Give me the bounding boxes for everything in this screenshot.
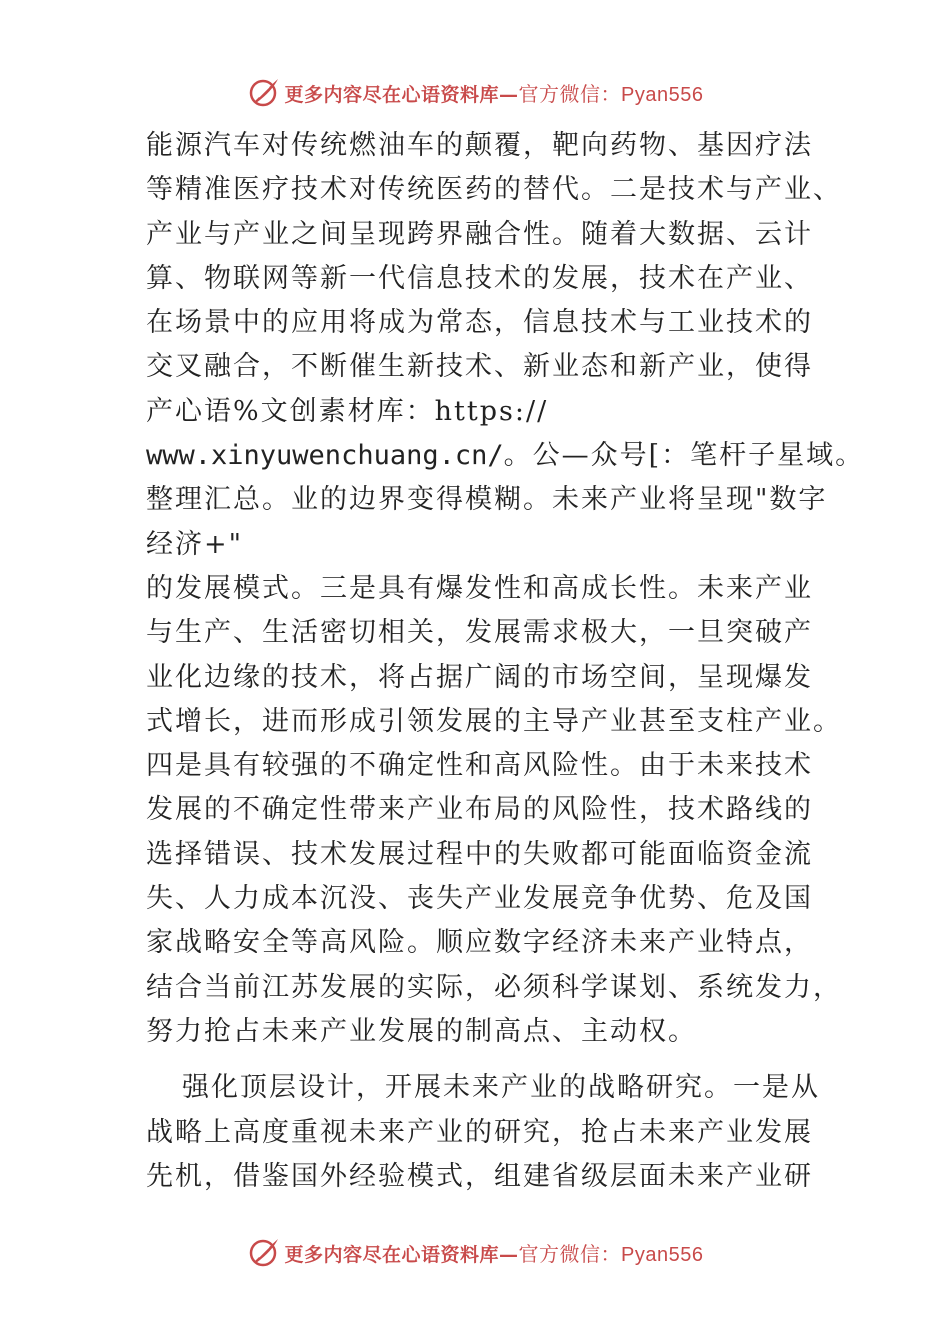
banner-separator: — [499, 83, 519, 106]
quill-logo-icon [247, 1235, 281, 1269]
banner-wechat-text: 官方微信：Pyan556 [518, 1243, 704, 1266]
text-line: 发展的不确定性带来产业布局的风险性，技术路线的 [146, 794, 813, 826]
url-text: www.xinyuwenchuang.cn/ [146, 440, 504, 472]
text-line: 选择错误、技术发展过程中的失败都可能面临资金流 [146, 838, 813, 870]
text-line: 整理汇总。业的边界变得模糊。未来产业将呈现"数字 [146, 484, 828, 516]
paragraph-spacer [146, 1054, 826, 1066]
paragraph [146, 1066, 826, 1199]
banner-text [285, 1238, 704, 1267]
text-line: 家战略安全等高风险。顺应数字经济未来产业特点， [146, 927, 813, 959]
text-line: 产业与产业之间呈现跨界融合性。随着大数据、云计 [146, 218, 813, 250]
document-body [146, 124, 865, 1199]
header-banner [0, 72, 950, 112]
paragraph [146, 124, 865, 1054]
text-line: 结合当前江苏发展的实际，必须科学谋划、系统发力， [146, 971, 842, 1003]
text-line: 强化顶层设计，开展未来产业的战略研究。一是从 [182, 1072, 820, 1104]
text-line: 式增长，进而形成引领发展的主导产业甚至支柱产业。 [146, 705, 842, 737]
text-line: 产心语%文创素材库：https:// [146, 395, 549, 427]
text-line: 先机，借鉴国外经验模式，组建省级层面未来产业研 [146, 1160, 813, 1192]
text-line: 能源汽车对传统燃油车的颠覆，靶向药物、基因疗法 [146, 130, 813, 161]
text-line: 等精准医疗技术对传统医药的替代。二是技术与产业、 [146, 174, 842, 206]
text-line: 交叉融合，不断催生新技术、新业态和新产业，使得 [146, 351, 813, 383]
text-line: 四是具有较强的不确定性和高风险性。由于未来技术 [146, 750, 813, 782]
banner-site-text: 更多内容尽在心语资料库 [284, 1243, 500, 1266]
url-trailing-text: 。公—众号[：笔杆子星域。 [503, 440, 865, 472]
banner-separator: — [499, 1243, 519, 1266]
banner-site-text: 更多内容尽在心语资料库 [284, 83, 500, 106]
footer-banner [0, 1232, 950, 1272]
text-line: 与生产、生活密切相关，发展需求极大，一旦突破产 [146, 617, 813, 649]
text-line: 经济+" [146, 528, 244, 560]
text-line: 的发展模式。三是具有爆发性和高成长性。未来产业 [146, 572, 813, 604]
text-line: 战略上高度重视未来产业的研究，抢占未来产业发展 [146, 1116, 813, 1148]
text-line: 失、人力成本沉没、丧失产业发展竞争优势、危及国 [146, 883, 813, 915]
banner-text [285, 78, 704, 107]
quill-logo-icon [247, 75, 281, 109]
text-line: 业化边缘的技术，将占据广阔的市场空间，呈现爆发 [146, 661, 813, 693]
text-line: 努力抢占未来产业发展的制高点、主动权。 [146, 1015, 697, 1047]
url-line [146, 434, 865, 478]
text-line: 算、物联网等新一代信息技术的发展，技术在产业、 [146, 262, 813, 294]
text-line: 在场景中的应用将成为常态，信息技术与工业技术的 [146, 307, 813, 339]
banner-wechat-text: 官方微信：Pyan556 [518, 83, 704, 106]
